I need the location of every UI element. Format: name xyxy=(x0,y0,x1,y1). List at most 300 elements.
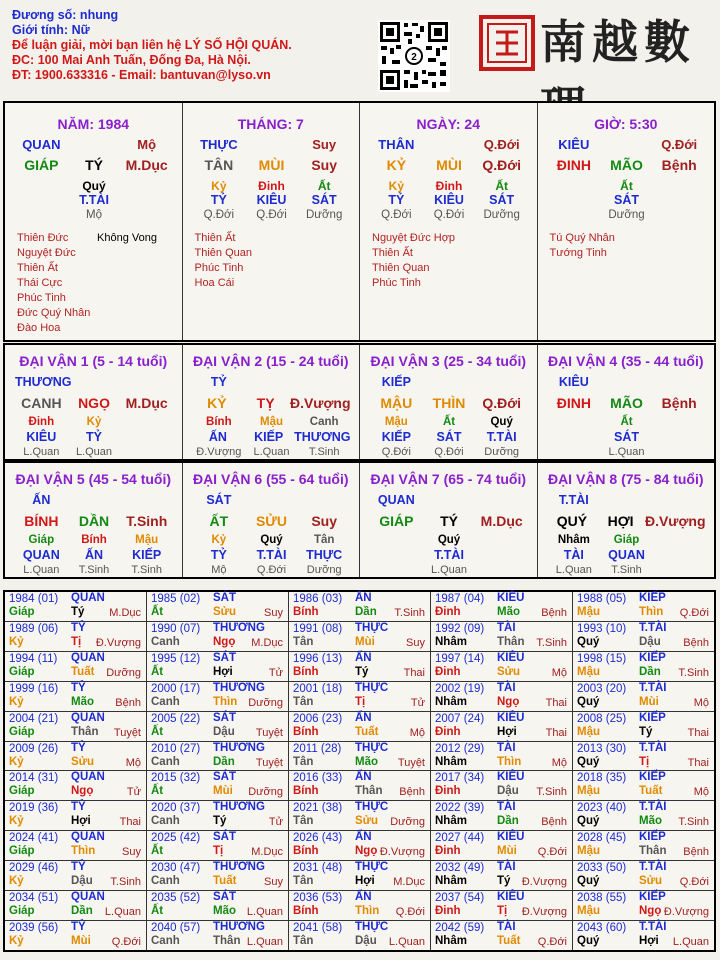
year-stem: Tân xyxy=(293,935,314,948)
year-cell xyxy=(289,831,430,860)
year-cell xyxy=(289,622,430,651)
cell-value: Q.Đới xyxy=(256,564,287,576)
year-phase: Đ.Vượng xyxy=(379,846,425,859)
cell-value xyxy=(245,375,298,389)
cell-value xyxy=(15,193,68,207)
year-phase: Mộ xyxy=(551,666,567,679)
cell-value: MÙI xyxy=(258,157,285,173)
year-branch: Mùi xyxy=(355,635,375,648)
year-god: THỰC xyxy=(355,741,389,754)
cell-value: ĐINH xyxy=(556,157,591,173)
value-row xyxy=(193,395,351,411)
cell-value: TÝ xyxy=(440,513,458,529)
cell-value: Bính xyxy=(206,416,232,428)
year-label: 1989 (06) xyxy=(9,622,59,635)
year-stem: Tân xyxy=(293,815,314,828)
year-label: 2035 (52) xyxy=(151,892,201,905)
cell-value: Q.Đới xyxy=(381,446,411,458)
year-phase: Thai xyxy=(403,666,425,679)
cell-value: THƯƠNG xyxy=(294,430,351,444)
cell-value: SÁT xyxy=(311,193,337,207)
value-row xyxy=(15,416,173,428)
year-label: 1996 (13) xyxy=(293,652,343,665)
year-god: KIÊU xyxy=(497,592,525,604)
cell-value: BÍNH xyxy=(24,513,59,529)
cell-value: T.TÀI xyxy=(486,430,517,444)
value-row xyxy=(15,564,173,576)
cell-value: Mậu xyxy=(135,534,159,546)
cell-value: L.Quan xyxy=(23,446,60,458)
year-god: THỰC xyxy=(355,801,389,814)
value-row xyxy=(548,446,706,458)
cell-value: T.Sinh xyxy=(131,564,162,576)
year-stem: Mậu xyxy=(577,665,600,678)
value-row xyxy=(193,446,351,458)
cell-value xyxy=(423,493,476,507)
year-phase: M.Dục xyxy=(251,846,283,859)
year-god: QUAN xyxy=(71,831,105,844)
cell-value: Suy xyxy=(311,157,338,173)
year-stem: Đinh xyxy=(435,725,461,738)
year-cell xyxy=(147,712,288,741)
year-phase: Thai xyxy=(119,816,141,829)
cell-value: Q.Đới xyxy=(203,209,235,221)
cell-value: T.Sinh xyxy=(126,513,168,529)
year-god: TÀI xyxy=(497,801,516,814)
cell-value: L.Quan xyxy=(555,564,592,576)
cell-value: T.TÀI xyxy=(256,548,287,562)
year-label: 2019 (36) xyxy=(9,802,59,815)
cell-value: Bệnh xyxy=(661,395,697,411)
year-branch: Ngọ xyxy=(639,905,662,918)
value-row xyxy=(193,493,351,507)
year-god: SÁT xyxy=(213,651,236,664)
cell-value: Q.Đới xyxy=(434,446,464,458)
year-branch: Thìn xyxy=(639,606,664,618)
year-cell xyxy=(5,712,146,741)
value-row xyxy=(15,375,173,389)
year-god: TÀI xyxy=(497,741,516,754)
year-label: 2017 (34) xyxy=(435,772,485,785)
cell-value: TỶ xyxy=(210,375,227,389)
dai-van-cell xyxy=(183,345,361,459)
year-label: 2032 (49) xyxy=(435,862,485,875)
year-god: KIẾP xyxy=(639,592,666,604)
dai-van-cell xyxy=(5,345,183,459)
dai-van-title: ĐẠI VẬN 4 (35 - 44 tuổi) xyxy=(547,353,704,369)
year-branch: Hợi xyxy=(213,665,233,678)
year-cell xyxy=(431,712,572,741)
value-row xyxy=(370,416,528,428)
year-god: ẤN xyxy=(355,592,372,604)
cell-value: Dưỡng xyxy=(483,209,520,221)
star-item: Đào Hoa xyxy=(17,322,61,334)
year-label: 2042 (59) xyxy=(435,922,485,935)
year-branch: Mão xyxy=(71,695,94,708)
four-pillars-table xyxy=(3,101,716,342)
cell-value: Dưỡng xyxy=(306,209,343,221)
year-phase: Tuyệt xyxy=(255,726,283,739)
year-stem: Quý xyxy=(577,935,600,948)
year-cell xyxy=(289,742,430,771)
year-branch: Tị xyxy=(355,695,366,708)
year-god: KIÊU xyxy=(497,891,525,904)
value-row xyxy=(15,446,173,458)
cell-value: Q.Đới xyxy=(381,209,412,221)
year-phase: Đ.Vượng xyxy=(521,906,567,919)
star-list xyxy=(195,231,252,291)
pillar-title: GIỜ: 5:30 xyxy=(594,116,658,132)
year-phase: Q.Đới xyxy=(395,906,425,919)
year-label: 1991 (08) xyxy=(293,622,343,635)
year-label: 2040 (57) xyxy=(151,922,201,935)
value-row xyxy=(193,157,351,173)
value-row xyxy=(193,534,351,546)
year-cell xyxy=(573,831,714,860)
year-phase: Bệnh xyxy=(683,636,709,649)
cell-value xyxy=(548,179,601,193)
chart-header xyxy=(12,8,352,83)
cell-value: KIẾP xyxy=(132,548,162,562)
year-cell xyxy=(431,861,572,890)
year-stem: Giáp xyxy=(9,725,35,738)
dai-van-title: ĐẠI VẬN 1 (5 - 14 tuổi) xyxy=(19,353,168,369)
cell-value: KIẾP xyxy=(381,430,411,444)
year-cell xyxy=(289,891,430,920)
yearly-fortune-grid xyxy=(3,590,716,952)
year-stem: Đinh xyxy=(435,785,461,798)
year-god: KIẾP xyxy=(639,651,666,664)
cell-value: M.Dục xyxy=(480,513,523,529)
year-phase: Mộ xyxy=(693,696,709,709)
year-cell xyxy=(5,831,146,860)
value-row xyxy=(15,209,173,221)
year-stem: Mậu xyxy=(577,725,600,738)
year-phase: L.Quan xyxy=(672,936,709,949)
year-branch: Hợi xyxy=(355,875,375,888)
year-cell xyxy=(573,682,714,711)
year-phase: Bệnh xyxy=(115,696,141,709)
year-branch: Tuất xyxy=(213,875,237,888)
year-branch: Tuất xyxy=(71,665,95,678)
pillar-column xyxy=(183,103,361,340)
year-cell xyxy=(5,861,146,890)
year-god: KIẾP xyxy=(639,831,666,844)
year-branch: Thìn xyxy=(71,845,96,858)
year-god: TỶ xyxy=(71,801,86,814)
star-item: Không Vong xyxy=(97,232,157,244)
pillar-title: THÁNG: 7 xyxy=(237,116,304,132)
year-phase: T.Sinh xyxy=(536,636,567,649)
cell-value xyxy=(120,446,173,458)
cell-value: TÂN xyxy=(204,157,234,173)
year-god: TỶ xyxy=(71,741,86,754)
year-phase: T.Sinh xyxy=(678,666,709,679)
year-branch: Mão xyxy=(213,905,236,918)
pillar-column xyxy=(538,103,715,340)
year-stem: Bính xyxy=(293,665,319,678)
year-label: 2029 (46) xyxy=(9,862,59,875)
year-cell xyxy=(431,682,572,711)
year-stem: Đinh xyxy=(435,845,461,858)
year-branch: Tị xyxy=(497,905,508,918)
year-god: KIÊU xyxy=(497,771,525,784)
star-item: Tú Quý Nhân xyxy=(549,232,615,244)
year-stem: Tân xyxy=(293,695,314,708)
year-label: 1986 (03) xyxy=(293,593,343,605)
cell-value: QUAN xyxy=(377,493,415,507)
cell-value xyxy=(120,179,173,193)
year-stem: Đinh xyxy=(435,905,461,918)
year-phase: L.Quan xyxy=(388,936,425,949)
year-phase: Mộ xyxy=(125,756,141,769)
cell-value: Dưỡng xyxy=(306,564,342,576)
year-god: T.TÀI xyxy=(639,861,667,874)
cell-value: T.Sinh xyxy=(78,564,110,576)
dai-van-title: ĐẠI VẬN 7 (65 - 74 tuổi) xyxy=(370,471,527,487)
cell-value: Suy xyxy=(312,137,337,152)
cell-value: T.Sinh xyxy=(308,446,340,458)
cell-value: KỶ xyxy=(207,395,227,411)
cell-value: TỴ xyxy=(256,395,275,411)
year-label: 2026 (43) xyxy=(293,832,343,845)
value-row xyxy=(193,430,351,444)
star-item: Thiên Quan xyxy=(372,262,430,274)
cell-value xyxy=(548,446,601,458)
cell-value: TỶ xyxy=(86,430,102,444)
year-label: 2018 (35) xyxy=(577,772,627,785)
value-row xyxy=(370,137,528,152)
cell-value: L.Quan xyxy=(23,564,60,576)
year-cell xyxy=(573,771,714,800)
year-branch: Tị xyxy=(639,755,650,768)
cell-value: Quý xyxy=(82,179,106,193)
value-row xyxy=(370,564,528,576)
year-branch: Tý xyxy=(71,606,85,618)
year-label: 2004 (21) xyxy=(9,712,59,725)
year-stem: Canh xyxy=(151,875,180,888)
year-stem: Kỷ xyxy=(9,875,24,888)
year-phase: Mộ xyxy=(409,726,425,739)
value-row xyxy=(15,137,173,152)
year-label: 2009 (26) xyxy=(9,742,59,755)
cell-value: KIÊU xyxy=(26,430,57,444)
value-row xyxy=(15,534,173,546)
star-item: Thiên Quan xyxy=(194,247,252,259)
year-stem: Mậu xyxy=(577,606,600,618)
cell-value: KIÊU xyxy=(558,137,590,152)
value-row xyxy=(370,395,528,411)
year-branch: Sửu xyxy=(355,815,379,828)
cell-value xyxy=(600,493,653,507)
year-god: THƯƠNG xyxy=(213,681,265,694)
cell-value: NGỌ xyxy=(78,395,110,411)
cell-value: Nhâm xyxy=(557,534,590,546)
year-stem: Đinh xyxy=(435,665,461,678)
year-stem: Kỷ xyxy=(9,935,24,948)
year-label: 2036 (53) xyxy=(293,892,343,905)
value-row xyxy=(548,513,706,529)
year-god: THƯƠNG xyxy=(213,621,265,634)
year-branch: Dần xyxy=(497,815,519,828)
year-cell xyxy=(573,921,714,950)
year-branch: Thìn xyxy=(213,695,238,708)
year-stem: Bính xyxy=(293,845,319,858)
cell-value: Kỷ xyxy=(211,534,227,546)
year-stem: Bính xyxy=(293,905,319,918)
cell-value: MÃO xyxy=(610,395,643,411)
year-god: KIÊU xyxy=(497,831,525,844)
year-branch: Ngọ xyxy=(213,635,236,648)
year-god: ẤN xyxy=(355,891,372,904)
cell-value: Đ.Vượng xyxy=(196,446,242,458)
year-cell xyxy=(431,592,572,621)
cell-value xyxy=(653,493,706,507)
qr-code xyxy=(378,20,450,92)
year-label: 2016 (33) xyxy=(293,772,343,785)
cell-value: KIÊU xyxy=(256,193,287,207)
value-row xyxy=(370,430,528,444)
year-phase: T.Sinh xyxy=(110,876,141,889)
cell-value: Ất xyxy=(620,416,633,428)
cell-value: SÁT xyxy=(206,493,232,507)
star-item: Hoa Cái xyxy=(194,277,235,289)
cell-value xyxy=(475,375,528,389)
year-label: 2010 (27) xyxy=(151,742,201,755)
year-phase: Q.Đới xyxy=(679,607,709,619)
year-cell xyxy=(573,742,714,771)
year-god: SÁT xyxy=(213,891,236,904)
year-label: 1998 (15) xyxy=(577,652,627,665)
cell-value: QUAN xyxy=(22,137,61,152)
year-phase: Tử xyxy=(268,816,283,829)
year-stem: Quý xyxy=(577,635,600,648)
year-branch: Mão xyxy=(639,815,662,828)
cell-value: Kỷ xyxy=(388,179,404,193)
cell-value: Suy xyxy=(311,513,338,529)
value-row xyxy=(548,493,706,507)
year-phase: Q.Đới xyxy=(679,876,709,889)
cell-value: Đinh xyxy=(258,179,285,193)
cell-value xyxy=(370,534,423,546)
value-row xyxy=(370,513,528,529)
star-item: Thiên Ất xyxy=(372,247,413,259)
cell-value: T.TÀI xyxy=(79,193,109,207)
year-god: T.TÀI xyxy=(639,801,667,814)
year-cell xyxy=(431,622,572,651)
year-stem: Nhâm xyxy=(435,815,467,828)
dai-van-cell xyxy=(360,463,538,577)
year-stem: Giáp xyxy=(9,905,35,918)
year-branch: Mão xyxy=(497,606,520,618)
value-row xyxy=(548,179,706,193)
year-label: 2024 (41) xyxy=(9,832,59,845)
year-cell xyxy=(431,831,572,860)
value-row xyxy=(548,564,706,576)
cell-value: THƯƠNG xyxy=(15,375,72,389)
year-cell xyxy=(5,771,146,800)
year-phase: Bệnh xyxy=(683,846,709,859)
year-label: 1984 (01) xyxy=(9,593,59,605)
year-branch: Dậu xyxy=(71,875,93,888)
cell-value: Canh xyxy=(309,416,339,428)
cell-value xyxy=(653,179,706,193)
cell-value: Kỷ xyxy=(211,179,227,193)
cell-value: KIÊU xyxy=(558,375,589,389)
year-stem: Canh xyxy=(151,755,180,768)
cell-value xyxy=(600,137,653,152)
cell-value: M.Dục xyxy=(125,395,168,411)
value-row xyxy=(15,513,173,529)
year-god: THỰC xyxy=(355,861,389,874)
cell-value: Q.Đới xyxy=(483,137,520,152)
year-branch: Sửu xyxy=(213,606,237,618)
year-stem: Đinh xyxy=(435,606,461,618)
cell-value xyxy=(475,548,528,562)
year-god: THỰC xyxy=(355,921,389,934)
year-cell xyxy=(431,801,572,830)
year-god: ẤN xyxy=(355,771,372,784)
year-stem: Canh xyxy=(151,815,180,828)
cell-value xyxy=(15,179,68,193)
year-cell xyxy=(289,801,430,830)
cell-value: Mộ xyxy=(211,564,227,576)
year-god: TỶ xyxy=(71,921,86,934)
year-branch: Tuất xyxy=(497,935,521,948)
year-god: QUAN xyxy=(71,771,105,784)
star-list xyxy=(17,231,90,336)
cell-value: M.Dục xyxy=(125,157,168,173)
year-phase: Tử xyxy=(126,786,141,799)
cell-value xyxy=(423,375,476,389)
year-cell xyxy=(573,712,714,741)
year-stem: Mậu xyxy=(577,845,600,858)
year-stem: Nhâm xyxy=(435,935,467,948)
cell-value xyxy=(68,137,121,152)
cell-value: Ất xyxy=(620,179,633,193)
cell-value: Đ.Vượng xyxy=(644,513,706,529)
cell-value xyxy=(475,534,528,546)
year-phase: Thai xyxy=(687,756,709,769)
cell-value xyxy=(122,375,173,389)
contact-line: Để luận giải, mời bạn liên hệ LÝ SỐ HỘI QUÁN. xyxy=(12,38,292,52)
year-cell xyxy=(431,742,572,771)
year-branch: Mùi xyxy=(71,935,91,948)
cell-value xyxy=(120,430,173,444)
year-label: 1995 (12) xyxy=(151,652,201,665)
cell-value: L.Quan xyxy=(430,564,468,576)
cell-value: T.TÀI xyxy=(434,548,464,562)
year-god: TÀI xyxy=(497,921,516,934)
star-item: Đức Quý Nhân xyxy=(17,307,91,319)
cell-value: Quý xyxy=(490,416,513,428)
value-row xyxy=(548,534,706,546)
year-branch: Ngọ xyxy=(355,845,378,858)
year-god: T.TÀI xyxy=(639,681,667,694)
year-phase: Bệnh xyxy=(541,607,567,619)
year-god: ẤN xyxy=(355,711,372,724)
value-row xyxy=(15,430,173,444)
year-stem: Tân xyxy=(293,875,314,888)
year-phase: Tuyệt xyxy=(113,726,141,739)
year-phase: L.Quan xyxy=(246,906,283,919)
year-stem: Tân xyxy=(293,755,314,768)
cell-value xyxy=(653,416,706,428)
year-branch: Dậu xyxy=(213,725,235,738)
dai-van-cell xyxy=(5,463,183,577)
year-stem: Kỷ xyxy=(9,635,24,648)
cell-value: KIẾP xyxy=(381,375,411,389)
